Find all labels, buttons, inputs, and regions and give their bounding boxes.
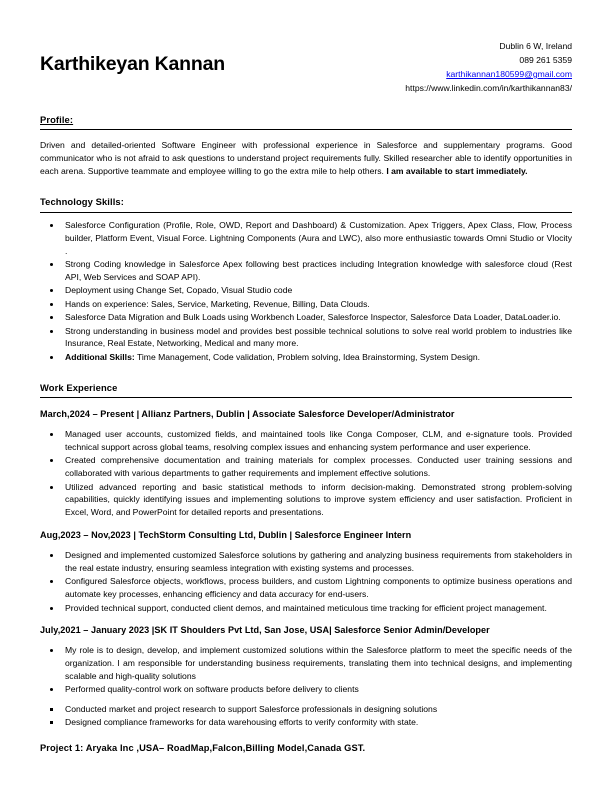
section-technology-skills: [40, 192, 572, 363]
contact-linkedin-link[interactable]: https://www.linkedin.com/in/karthikannan83/: [405, 82, 572, 93]
list-item: • Salesforce Data Migration and Bulk Loads using Workbench Loader, Salesforce Inspector, Salesforce Data Loader, DataLoader.io.: [62, 311, 572, 324]
contact-email-link[interactable]: karthikannan180599@gmail.com: [446, 68, 572, 79]
contact-block: [405, 38, 572, 96]
list-item: • Performed quality-control work on software products before delivery to clients: [62, 683, 572, 696]
contact-location: Dublin 6 W, Ireland: [499, 41, 572, 51]
list-item: • Hands on experience: Sales, Service, Marketing, Revenue, Billing, Data Clouds.: [62, 298, 572, 311]
list-item: ▪ Conducted market and project research to support Salesforce professionals in designing solutions: [62, 703, 572, 716]
list-item: • Utilized advanced reporting and basic statistical methods to inform decision-making. Demonstrated strong problem-solving capabilities, quickly identifying issues and implementing solutions to improve system efficiency and user satisfaction. Proficient in Excel, Word, and PowerPoint for detailed reports and presentations.: [62, 481, 572, 520]
list-item: • Strong Coding knowledge in Salesforce Apex following best practices including Integration knowledge with salesforce cloud (Rest API, Web Services and SOAP API).: [62, 258, 572, 284]
list-item: • Created comprehensive documentation and training materials for complex processes. Conducted user training sessions and collaborated with various departments to gather requirements and implement effective solutions.: [62, 454, 572, 480]
list-item: ▪ Designed compliance frameworks for data warehousing efforts to verify conformity with state.: [62, 716, 572, 729]
technology-skills-heading: Technology Skills:: [40, 196, 124, 208]
work-experience-divider: [40, 397, 572, 398]
job-entry: [40, 530, 572, 614]
technology-skills-divider: [40, 212, 572, 213]
profile-heading: Profile:: [40, 113, 74, 125]
list-item-additional-skills: [62, 351, 572, 364]
profile-text-normal: Driven and detailed-oriented Software Engineer with professional experience in Salesforce and supplementary programs. Good communicator who is not afraid to ask questions to understand project requirements fully. Skilled researcher able to identify opportunities in each arena. Supportive teammate and employee willing to go the extra mile to help others.: [40, 140, 572, 177]
project-line: Project 1: Aryaka Inc ,USA– RoadMap,Falcon,Billing Model,Canada GST.: [40, 742, 366, 753]
list-item: • Designed and implemented customized Salesforce solutions by gathering and analyzing business requirements from stakeholders in the real estate industry, ensuring seamless integration with existing systems and processes.: [62, 549, 572, 575]
job-bullets: [40, 549, 572, 614]
contact-phone: 089 261 5359: [519, 54, 572, 65]
list-item: • Salesforce Configuration (Profile, Role, OWD, Report and Dashboard) & Customization. Apex Triggers, Apex Class, Flow, Process builder, Platform Event, Visual Force. Lightning Components (Aura and LWC), also more enthusiastic towards Omni Studio or Vlocity .: [62, 219, 572, 258]
job-bullets-square: [40, 703, 572, 729]
list-item: • Strong understanding in business model and provides best possible technical solutions to solve real world problem to industries like Insurance, Real Estate, Networking, Medical and many more.: [62, 325, 572, 351]
additional-skills-label: Additional Skills:: [65, 351, 135, 362]
profile-text-bold: I am available to start immediately.: [386, 166, 528, 177]
job-entry: [40, 409, 572, 519]
job-bullets: [40, 428, 572, 519]
list-item: • Provided technical support, conducted client demos, and maintained meticulous time tracking for efficient project management.: [62, 602, 572, 615]
technology-skills-list: [40, 219, 572, 364]
list-item: • My role is to design, develop, and implement customized solutions within the Salesforce platform to meet the specific needs of the organization. I am responsible for understanding business requirements, translating them into technical designs, and implementing scalable and high-quality solutions: [62, 644, 572, 683]
profile-text: [40, 139, 572, 178]
work-experience-heading: Work Experience: [40, 381, 118, 393]
profile-divider: [40, 129, 572, 130]
candidate-name: Karthikeyan Kannan: [40, 53, 225, 75]
list-item: • Configured Salesforce objects, workflows, process builders, and custom Lightning components to optimize business operations and automate key processes, enhancing efficiency and data accuracy for end-users.: [62, 575, 572, 601]
list-item: • Managed user accounts, customized fields, and maintained tools like Conga Composer, CLM, and e-signature tools. Provided technical support across global teams, resolving complex issues and enhancing system performance and user experience.: [62, 428, 572, 454]
job-bullets: [40, 644, 572, 696]
job-title: July,2021 – January 2023 |SK IT Shoulders Pvt Ltd, San Jose, USA| Salesforce Senior Admin/Developer: [40, 625, 490, 636]
section-profile: [40, 110, 572, 179]
additional-skills-text: Time Management, Code validation, Problem solving, Idea Brainstorming, System Design.: [134, 351, 481, 362]
resume-header: [40, 0, 572, 96]
section-work-experience: [40, 378, 572, 753]
job-title: Aug,2023 – Nov,2023 | TechStorm Consulting Ltd, Dublin | Salesforce Engineer Intern: [40, 530, 412, 541]
job-entry: [40, 625, 572, 752]
job-title: March,2024 – Present | Allianz Partners, Dublin | Associate Salesforce Developer/Administrator: [40, 409, 455, 420]
list-item: • Deployment using Change Set, Copado, Visual Studio code: [62, 284, 572, 297]
